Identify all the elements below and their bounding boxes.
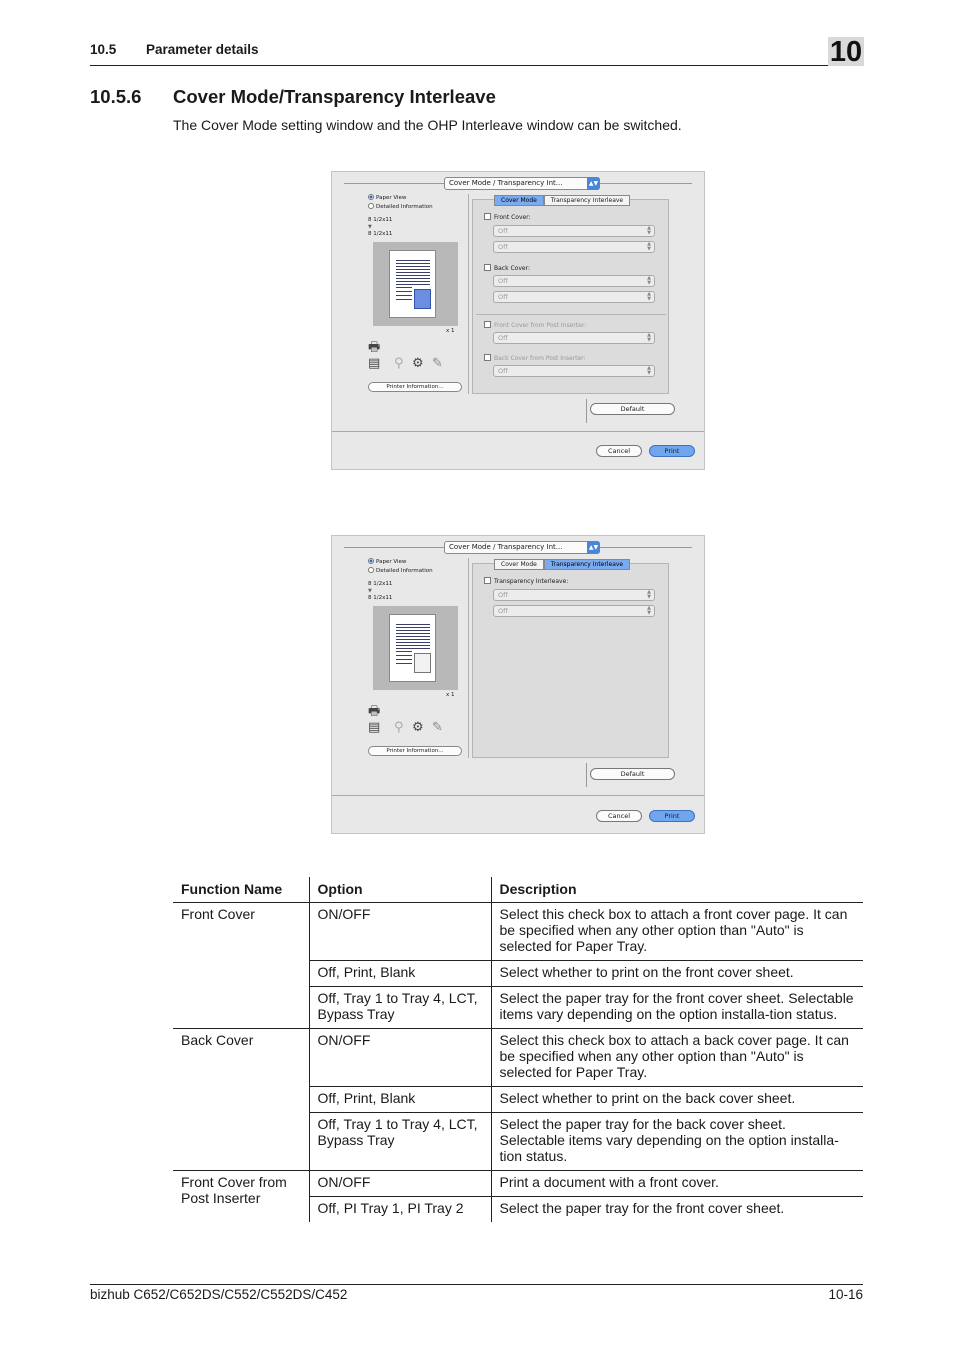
front-cover-tray-select[interactable] xyxy=(493,241,655,253)
header-function-name: Function Name xyxy=(173,877,309,903)
function-icons xyxy=(368,702,464,742)
panel-divider xyxy=(468,194,469,394)
table-row xyxy=(173,1029,863,1087)
header-description: Description xyxy=(491,877,863,903)
header-section-number: 10.5 xyxy=(90,42,117,57)
transparency-label: Transparency Interleave: xyxy=(494,578,569,585)
select-value: Off xyxy=(498,607,508,615)
back-post-label: Back Cover from Post Inserter: xyxy=(494,355,586,362)
default-button[interactable]: Default xyxy=(590,403,675,415)
updown-icon: ▲ ▼ xyxy=(647,589,651,600)
tab-transparency-interleave[interactable]: Transparency Interleave xyxy=(544,559,630,570)
printer-information-button[interactable]: Printer Information... xyxy=(368,746,462,756)
footer-divider xyxy=(90,1284,863,1285)
header-section-title: Parameter details xyxy=(146,42,259,57)
popup-arrows-icon: ▲▼ xyxy=(587,541,600,554)
option-cell: Off, Print, Blank xyxy=(309,1087,491,1113)
select-value: Off xyxy=(498,293,508,301)
description-cell: Select this check box to attach a back cover page. It can be specified when any other option than "Auto" is selected for Paper Tray. xyxy=(491,1029,863,1087)
function-icons xyxy=(368,338,464,378)
front-post-tray-select[interactable] xyxy=(493,332,655,344)
option-cell: Off, PI Tray 1, PI Tray 2 xyxy=(309,1197,491,1223)
back-post-checkbox-row[interactable] xyxy=(484,354,586,363)
transparency-tray-select[interactable] xyxy=(493,605,655,617)
cancel-button[interactable]: Cancel xyxy=(596,810,642,822)
back-cover-checkbox[interactable] xyxy=(484,264,491,271)
group-divider xyxy=(476,314,666,315)
select-value: Off xyxy=(498,367,508,375)
popup-label: Cover Mode / Transparency Int... xyxy=(449,543,563,551)
section-heading xyxy=(90,86,496,108)
back-cover-label: Back Cover: xyxy=(494,265,530,272)
preview-sheet xyxy=(389,250,436,318)
option-cell: ON/OFF xyxy=(309,903,491,961)
select-value: Off xyxy=(498,227,508,235)
front-post-label: Front Cover from Post Inserter: xyxy=(494,322,587,329)
dialog-bottom-divider xyxy=(332,431,704,432)
paper-view-radio-row[interactable] xyxy=(368,558,464,567)
header-option: Option xyxy=(309,877,491,903)
preview-sheet xyxy=(389,614,436,682)
stapler-icon: ⚲ xyxy=(394,720,404,735)
detailed-info-radio-row[interactable] xyxy=(368,203,464,212)
option-cell: Off, Tray 1 to Tray 4, LCT, Bypass Tray xyxy=(309,987,491,1029)
description-cell: Select the paper tray for the front cover sheet. Selectable items vary depending on the option installa-tion status. xyxy=(491,987,863,1029)
lock-icon: ✎ xyxy=(432,720,443,735)
option-cell: Off, Print, Blank xyxy=(309,961,491,987)
popup-label: Cover Mode / Transparency Int... xyxy=(449,179,563,187)
radio-selected-icon[interactable] xyxy=(368,558,374,564)
punch-icon: ⚙ xyxy=(412,356,424,371)
paper-size-top: 8 1/2x11 xyxy=(368,581,393,587)
document-icon: ▤ xyxy=(368,720,381,735)
back-cover-tray-select[interactable] xyxy=(493,291,655,303)
table-row xyxy=(173,1171,863,1197)
printer-information-button[interactable]: Printer Information... xyxy=(368,382,462,392)
header-divider xyxy=(90,65,863,66)
footer-page-number: 10-16 xyxy=(828,1287,863,1302)
footer-model: bizhub C652/C652DS/C552/C552DS/C452 xyxy=(90,1287,348,1302)
tab-cover-mode[interactable]: Cover Mode xyxy=(494,559,544,570)
function-name-cell: Front Cover xyxy=(173,903,309,1029)
preview-panel xyxy=(368,558,464,758)
description-cell: Select whether to print on the back cover sheet. xyxy=(491,1087,863,1113)
back-cover-checkbox-row[interactable] xyxy=(484,264,530,273)
paper-view-label: Paper View xyxy=(376,195,407,201)
lock-icon: ✎ xyxy=(432,356,443,371)
table-header-row xyxy=(173,877,863,903)
option-cell: ON/OFF xyxy=(309,1171,491,1197)
back-cover-print-select[interactable] xyxy=(493,275,655,287)
detailed-info-label: Detailed Information xyxy=(376,204,433,210)
option-cell: Off, Tray 1 to Tray 4, LCT, Bypass Tray xyxy=(309,1113,491,1171)
paper-size-top: 8 1/2x11 xyxy=(368,217,393,223)
description-cell: Select the paper tray for the front cover sheet. xyxy=(491,1197,863,1223)
updown-icon: ▲ ▼ xyxy=(647,275,651,286)
select-value: Off xyxy=(498,334,508,342)
updown-icon: ▲ ▼ xyxy=(647,332,651,343)
front-cover-label: Front Cover: xyxy=(494,214,531,221)
select-value: Off xyxy=(498,277,508,285)
transparency-sheet-icon xyxy=(414,653,431,673)
tab-bar xyxy=(494,195,630,206)
updown-icon: ▲ ▼ xyxy=(647,241,651,252)
down-triangle-icon: ▼ xyxy=(368,588,372,594)
button-divider xyxy=(586,763,587,787)
document-icon: ▤ xyxy=(368,356,381,371)
tab-bar xyxy=(494,559,630,570)
parameter-table xyxy=(173,877,863,1222)
stapler-icon: ⚲ xyxy=(394,356,404,371)
copies-count: x 1 xyxy=(446,692,455,698)
paper-size-bottom: 8 1/2x11 xyxy=(368,231,393,237)
section-title: Cover Mode/Transparency Interleave xyxy=(173,86,496,107)
preview-panel xyxy=(368,194,464,394)
paper-size-bottom: 8 1/2x11 xyxy=(368,595,393,601)
section-number: 10.5.6 xyxy=(90,86,142,107)
description-cell: Select whether to print on the front cover sheet. xyxy=(491,961,863,987)
tab-transparency-interleave[interactable]: Transparency Interleave xyxy=(544,195,630,206)
down-triangle-icon: ▼ xyxy=(368,224,372,230)
description-cell: Select this check box to attach a front cover page. It can be specified when any other option than "Auto" is selected for Paper Tray. xyxy=(491,903,863,961)
front-post-checkbox-row[interactable] xyxy=(484,321,586,330)
function-name-cell: Front Cover from Post Inserter xyxy=(181,1174,287,1206)
default-button[interactable]: Default xyxy=(590,768,675,780)
description-cell: Print a document with a front cover. xyxy=(491,1171,863,1197)
page-preview xyxy=(373,606,458,690)
transparency-checkbox-row[interactable] xyxy=(484,577,568,586)
printer-icon: 🖶 xyxy=(368,340,381,355)
transparency-interleave-dialog-screenshot xyxy=(331,535,705,834)
punch-icon: ⚙ xyxy=(412,720,424,735)
front-cover-checkbox[interactable] xyxy=(484,213,491,220)
cover-mode-dialog-screenshot xyxy=(331,171,705,470)
chapter-number-badge: 10 xyxy=(829,36,863,68)
detailed-info-label: Detailed Information xyxy=(376,568,433,574)
paper-view-label: Paper View xyxy=(376,559,407,565)
radio-icon[interactable] xyxy=(368,203,374,209)
transparency-print-select[interactable] xyxy=(493,589,655,601)
updown-icon: ▲ ▼ xyxy=(647,605,651,616)
transparency-checkbox[interactable] xyxy=(484,577,491,584)
cancel-button[interactable]: Cancel xyxy=(596,445,642,457)
copies-count: x 1 xyxy=(446,328,455,334)
front-cover-checkbox-row[interactable] xyxy=(484,213,531,222)
radio-icon[interactable] xyxy=(368,567,374,573)
radio-selected-icon[interactable] xyxy=(368,194,374,200)
intro-paragraph: The Cover Mode setting window and the OHP Interleave window can be switched. xyxy=(173,117,682,133)
description-cell: Select the paper tray for the back cover sheet. Selectable items vary depending on the option installa-tion status. xyxy=(491,1113,863,1171)
dialog-bottom-divider xyxy=(332,795,704,796)
updown-icon: ▲ ▼ xyxy=(647,225,651,236)
settings-popup-menu[interactable] xyxy=(444,177,600,190)
printer-icon: 🖶 xyxy=(368,704,381,719)
option-cell: ON/OFF xyxy=(309,1029,491,1087)
tab-cover-mode[interactable]: Cover Mode xyxy=(494,195,544,206)
cover-highlight-icon xyxy=(414,289,431,309)
function-name-cell: Back Cover xyxy=(173,1029,309,1171)
front-cover-print-select[interactable] xyxy=(493,225,655,237)
updown-icon: ▲ ▼ xyxy=(647,365,651,376)
select-value: Off xyxy=(498,591,508,599)
front-post-checkbox[interactable] xyxy=(484,321,491,328)
print-button[interactable]: Print xyxy=(649,810,695,822)
updown-icon: ▲ ▼ xyxy=(647,291,651,302)
back-post-checkbox[interactable] xyxy=(484,354,491,361)
page-preview xyxy=(373,242,458,326)
paper-view-radio-row[interactable] xyxy=(368,194,464,203)
settings-popup-menu[interactable] xyxy=(444,541,600,554)
panel-divider xyxy=(468,558,469,758)
back-post-tray-select[interactable] xyxy=(493,365,655,377)
popup-arrows-icon: ▲▼ xyxy=(587,177,600,190)
detailed-info-radio-row[interactable] xyxy=(368,567,464,576)
button-divider xyxy=(586,399,587,423)
print-button[interactable]: Print xyxy=(649,445,695,457)
running-header xyxy=(90,42,259,57)
select-value: Off xyxy=(498,243,508,251)
table-row xyxy=(173,903,863,961)
